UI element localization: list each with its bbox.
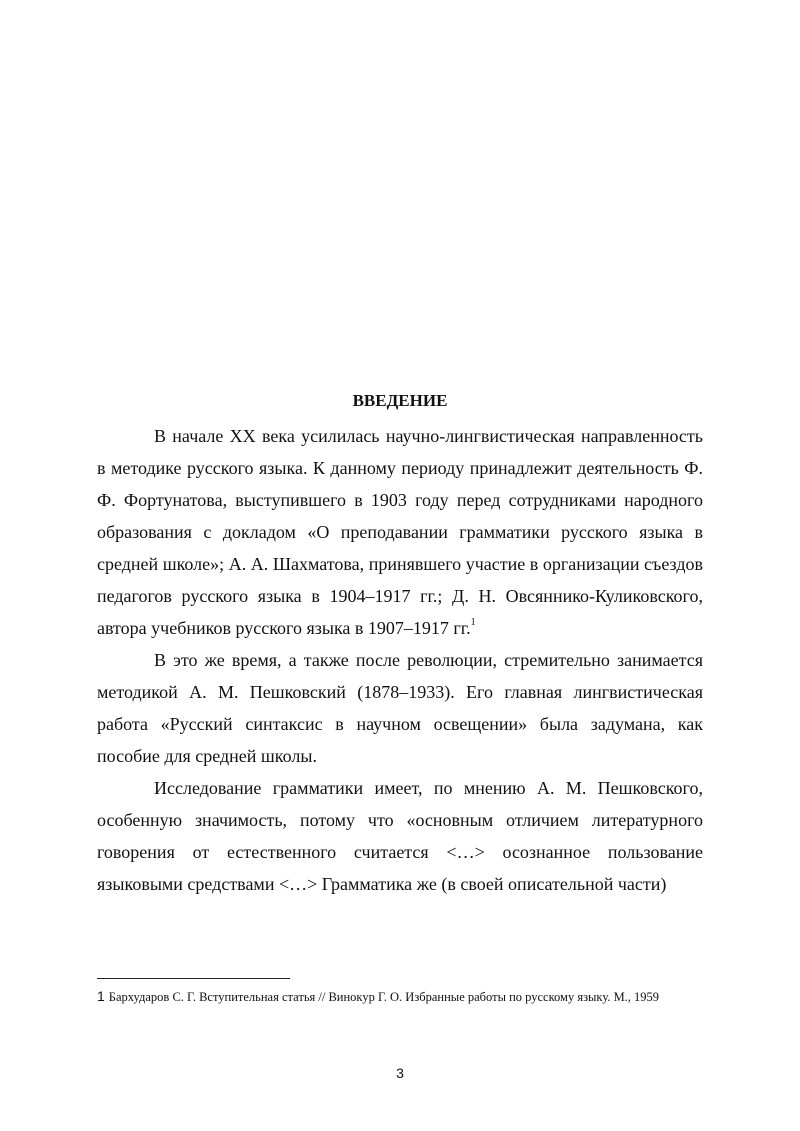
paragraph-1-text: В начале XX века усилилась научно-лингвистическая направленность в методике русского языка. К данному периоду принадлежит деятельность Ф. Ф. Фортунатова, выступившего в 1903 году перед сотрудниками народного образования с докладом «О преподавании грамматики русского языка в средней школе»; А. А. Шахматова, принявшего участие в организации съездов педагогов русского языка в 1904–1917 гг.; Д. Н. Овсяннико-Куликовского, автора учебников русского языка в 1907–1917 гг. (97, 426, 703, 638)
paragraph-1 (97, 420, 703, 644)
footnote-separator (97, 978, 290, 979)
footnote-reference[interactable]: 1 (470, 617, 476, 628)
footnote (97, 988, 703, 1006)
body-text (97, 420, 703, 900)
paragraph-2: В это же время, а также после революции, стремительно занимается методикой А. М. Пешковский (1878–1933). Его главная лингвистическая работа «Русский синтаксис в научном освещении» была задумана, как пособие для средней школы. (97, 650, 703, 766)
paragraph-3: Исследование грамматики имеет, по мнению А. М. Пешковского, особенную значимость, потому что «основным отличием литературного говорения от естественного считается <…> осознанное пользование языковыми средствами <…> Грамматика же (в своей описательной части) (97, 778, 703, 894)
page-number: 3 (396, 1065, 404, 1081)
footnote-number: 1 (97, 988, 105, 1004)
footnote-text: Бархударов С. Г. Вступительная статья // Винокур Г. О. Избранные работы по русскому языку. М., 1959 (108, 990, 660, 1004)
section-heading: ВВЕДЕНИЕ (352, 391, 448, 410)
